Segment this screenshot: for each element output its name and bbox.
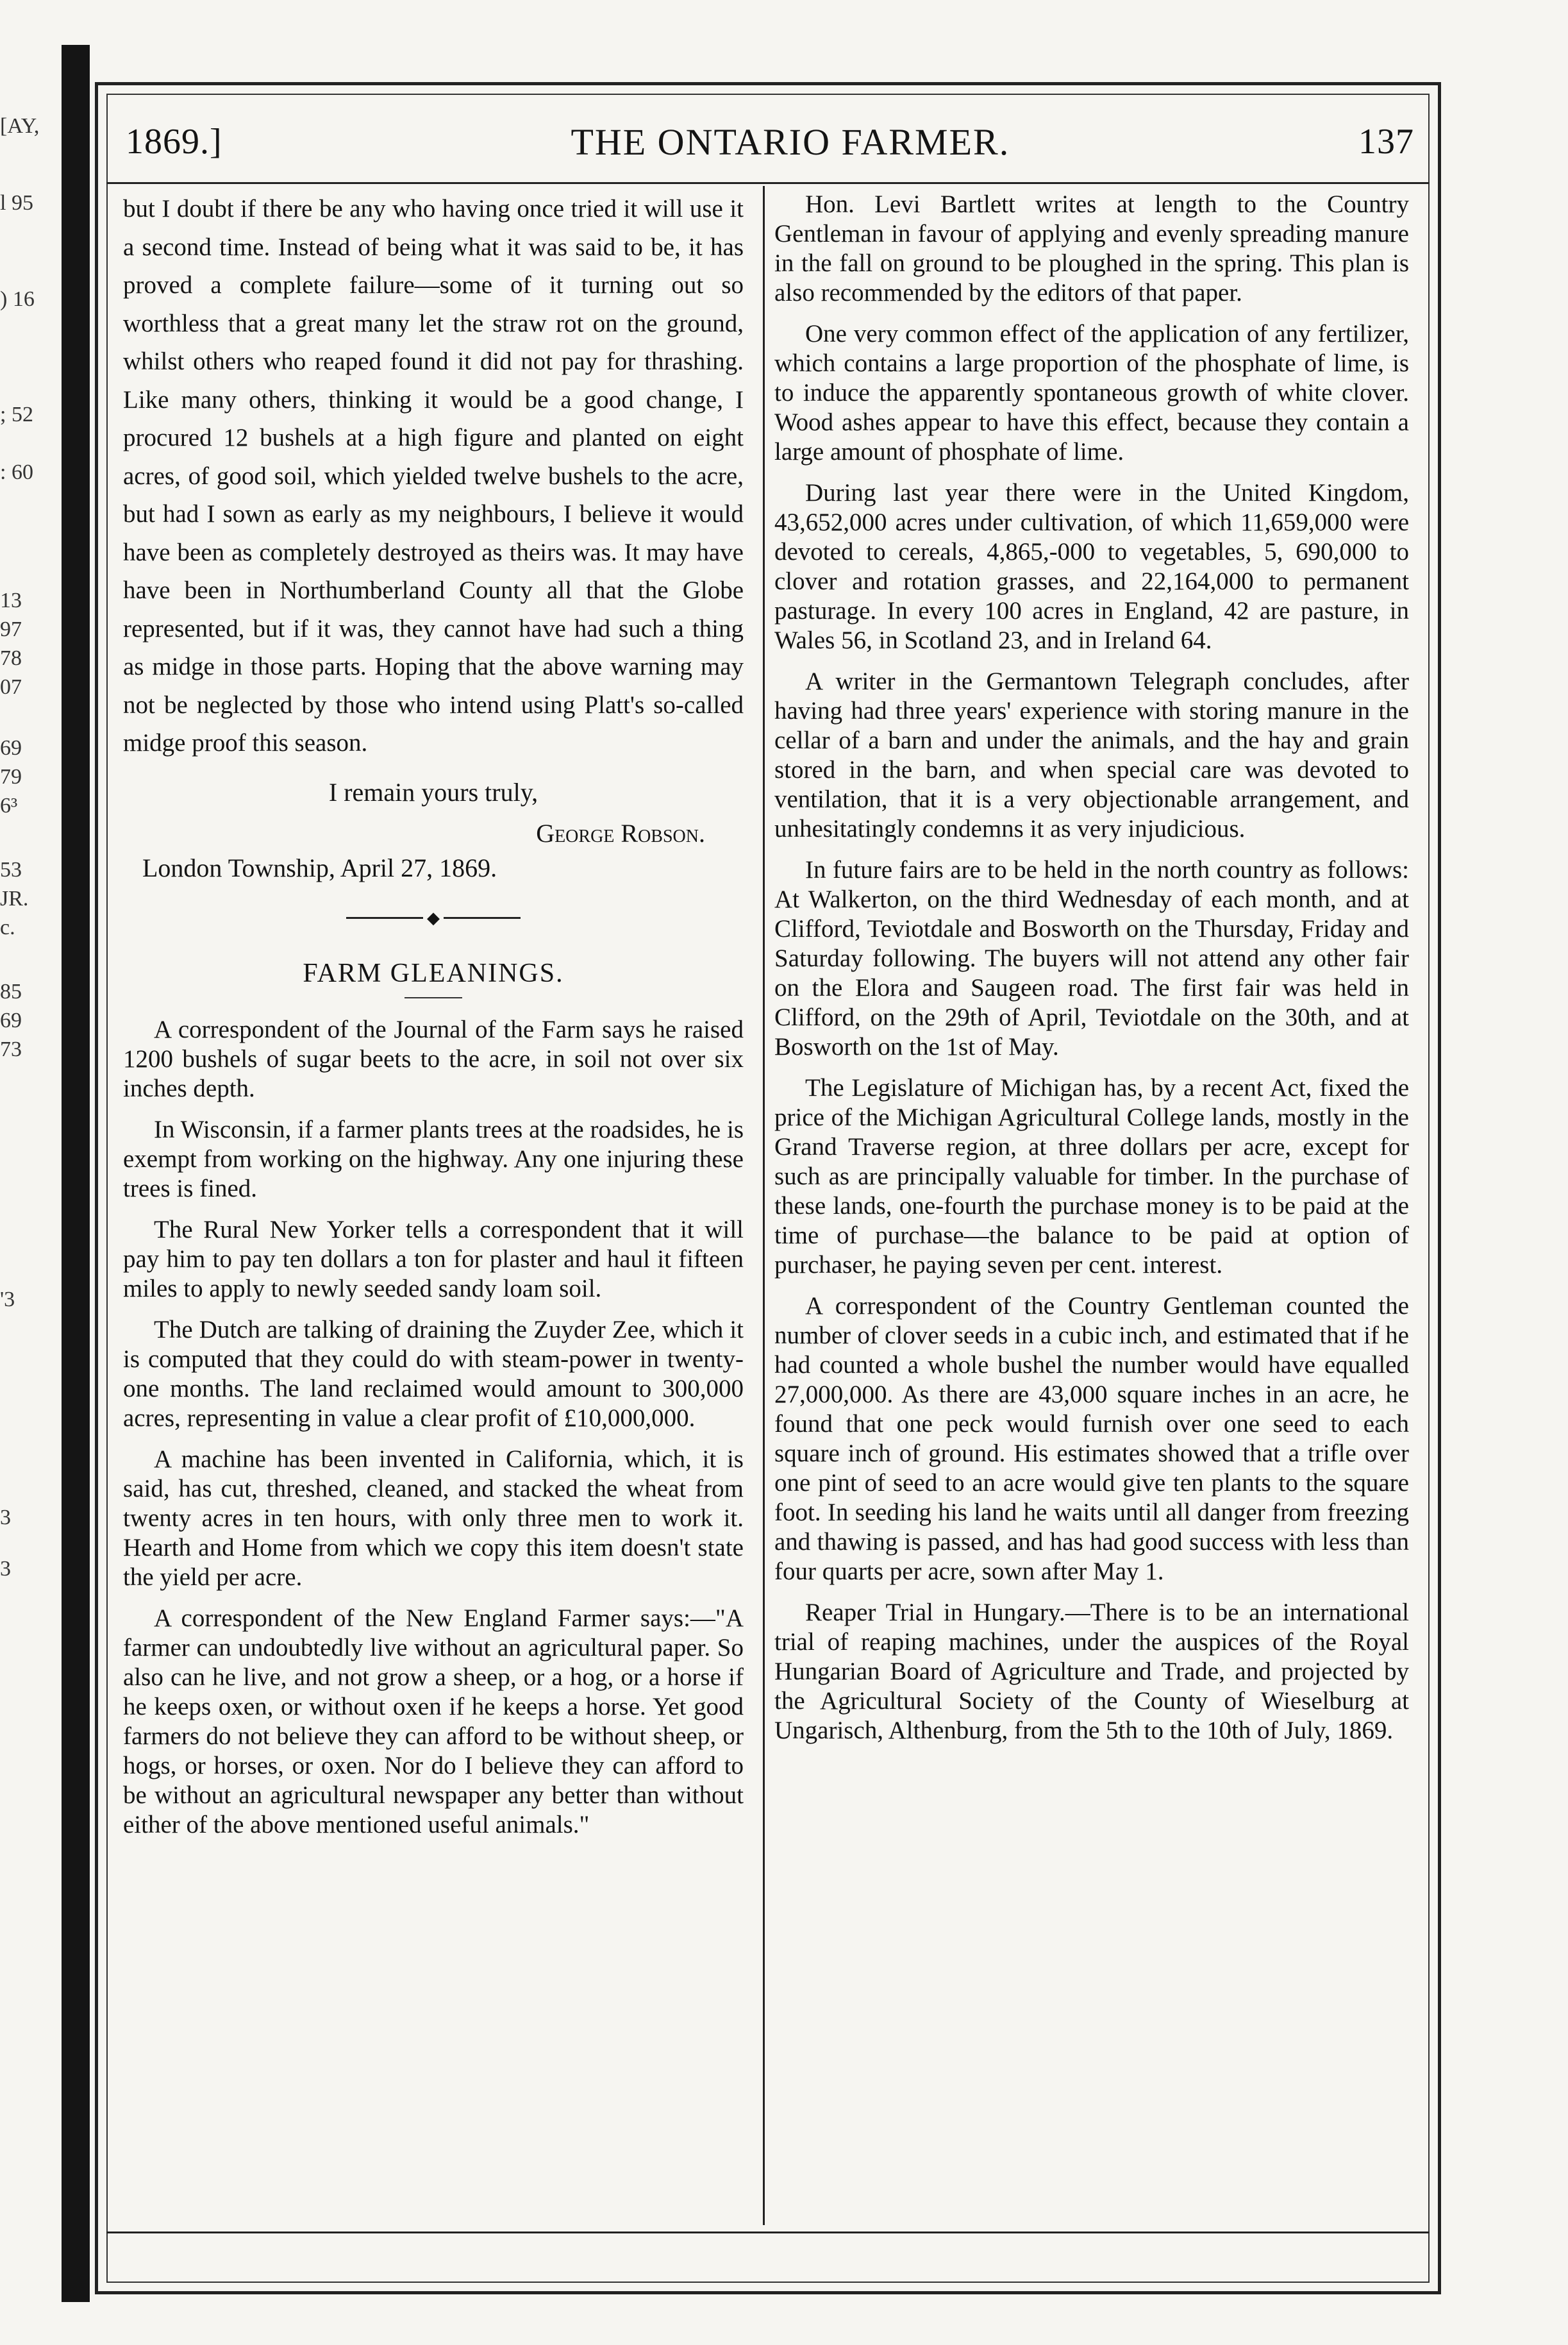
gleaning-paragraph: The Legislature of Michigan has, by a recent Act, fixed the price of the Michigan Agricultural College lands, mostly in the Grand Traverse region, at three dollars per acre, except for such as are principally valuable for timber. In the purchase of these lands, one-fourth the purchase money is to be paid at the time of purchase—the balance to be paid at option of purchaser, he paying seven per cent. interest. xyxy=(774,1074,1409,1279)
gleaning-paragraph: In future fairs are to be held in the north country as follows: At Walkerton, on the third Wednesday of each month, and at Clifford, Teviotdale and Bosworth on the Thursday, Friday and Saturday following. The buyers will not attend any other fair on the Elora and Saugeen road. The first fair was held in Clifford, on the 29th of April, Teviotdale on the 30th, and at Bosworth on the 1st of May. xyxy=(774,856,1409,1061)
margin-fragment: 3 xyxy=(0,1557,11,1581)
margin-fragment: 3 xyxy=(0,1506,11,1529)
section-title-rule xyxy=(405,997,462,998)
letter-text: but I doubt if there be any who having once tried it will use it a second time. Instead of being what it was said to be, it has proved a complete failure—some of it turning out so worthless that a great many let the straw rot on the ground, whilst others who reaped found it did not pay for thrashing. Like many others, thinking it would be a good change, I procured 12 bushels at a high figure and planted on eight acres, of good soil, which yielded twelve bushels to the acre, but had I sown as early as my neighbours, I believe it would have been as completely destroyed as theirs was. It may have have been in Northumberland County all that the Globe represented, but if it was, they cannot have had such a thing as midge in those parts. Hoping that the above warning may not be neglected by those who intend using Platt's so-called midge proof this season. xyxy=(123,195,744,757)
margin-fragment: 78 xyxy=(0,646,22,670)
margin-fragment: 13 xyxy=(0,589,22,612)
column-divider xyxy=(763,186,765,2225)
margin-fragment: : 60 xyxy=(0,460,33,484)
margin-fragment: 97 xyxy=(0,618,22,641)
margin-fragment: 85 xyxy=(0,980,22,1004)
margin-fragment: 07 xyxy=(0,675,22,699)
margin-fragment: 69 xyxy=(0,736,22,760)
margin-fragment: ) 16 xyxy=(0,287,35,311)
margin-fragment: ; 52 xyxy=(0,403,33,426)
gleaning-paragraph: Reaper Trial in Hungary.—There is to be an international trial of reaping machines, under the auspices of the Royal Hungarian Board of Agriculture and Trade, and projected by the Agricultural Society of the County of Wieselburg at Ungarisch, Althenburg, from the 5th to the 10th of July, 1869. xyxy=(774,1599,1409,1744)
margin-fragment: '3 xyxy=(0,1288,15,1311)
gleaning-paragraph: A writer in the Germantown Telegraph concludes, after having had three years' experience with storing manure in the cellar of a barn and under the animals, and the hay and grain stored in the barn, and when special care was devoted to ventilation, that it is a very objectionable arrangement, and unhesitatingly condemns it as very injudicious. xyxy=(774,668,1409,843)
gleaning-paragraph: Hon. Levi Bartlett writes at length to the Country Gentleman in favour of applying and evenly spreading manure in the fall on ground to be ploughed in the spring. This plan is also recommended by the editors of that paper. xyxy=(774,190,1409,307)
margin-fragment: 79 xyxy=(0,765,22,789)
footer-rule xyxy=(106,2232,1430,2233)
margin-fragment: 73 xyxy=(0,1038,22,1061)
letter-signoff: I remain yours truly, xyxy=(328,777,538,807)
section-ornament xyxy=(123,904,744,933)
letter-dateline: London Township, April 27, 1869. xyxy=(142,853,497,882)
gleaning-paragraph: The Dutch are talking of draining the Zuyder Zee, which it is computed that they could do with steam-power in twenty-one months. The land reclaimed would amount to 300,000 acres, representing in value a clear profit of £10,000,000. xyxy=(123,1315,744,1432)
letter-signature: George Robson. xyxy=(536,818,705,848)
right-column xyxy=(774,190,1409,1757)
gleaning-paragraph: A machine has been invented in California, which, it is said, has cut, threshed, cleaned, and stacked the wheat from twenty acres in ten hours, with only three men to work it. Hearth and Home from which we copy this item doesn't state the yield per acre. xyxy=(123,1445,744,1591)
margin-fragment: [AY, xyxy=(0,114,40,138)
left-column xyxy=(123,190,744,1851)
gleaning-paragraph: During last year there were in the United Kingdom, 43,652,000 acres under cultivation, of which 11,659,000 were devoted to cereals, 4,865,-000 to vegetables, 5, 690,000 to clover and rotation grasses, and 22,164,000 to permanent pasturage. In every 100 acres in England, 42 are pasture, in Wales 56, in Scotland 23, and in Ireland 64. xyxy=(774,479,1409,654)
gleaning-paragraph: A correspondent of the Country Gentleman counted the number of clover seeds in a cubic inch, and estimated that if he had counted a whole bushel the number would have equalled 27,000,000. As there are 43,000 square inches in an acre, he found that one peck would furnish over one seed to each square inch of ground. His estimates showed that a trifle over one pint of seed to an acre would give ten plants to the square foot. In seeding his land he waits until all danger from freezing and thawing is passed, and has had good success with less than four quarts per acre, sown after May 1. xyxy=(774,1292,1409,1585)
gleaning-paragraph: A correspondent of the Journal of the Farm says he raised 1200 bushels of sugar beets to the acre, in soil not over six inches depth. xyxy=(123,1015,744,1102)
publication-title: THE ONTARIO FARMER. xyxy=(571,121,1010,163)
diamond-ornament-icon: ◆ xyxy=(427,908,440,927)
gleaning-paragraph: A correspondent of the New England Farmer says:—"A farmer can undoubtedly live without an agricultural paper. So also can he live, and not grow a sheep, or a hog, or a horse if he keeps oxen, or without oxen if he keeps a horse. Yet good farmers do not believe they can afford to be without sheep, or hogs, or horses, or oxen. Nor do I believe they can afford to be without an agricultural newspaper any better than without either of the above mentioned useful animals." xyxy=(123,1604,744,1838)
page-number: 137 xyxy=(1358,122,1414,162)
running-header xyxy=(126,106,1414,177)
margin-fragment: JR. xyxy=(0,887,29,911)
margin-fragment: 6³ xyxy=(0,794,18,818)
book-binding-edge xyxy=(62,45,90,2302)
margin-fragment: l 95 xyxy=(0,191,33,215)
section-title: FARM GLEANINGS. xyxy=(303,958,564,988)
margin-fragment: 69 xyxy=(0,1009,22,1032)
header-date: 1869.] xyxy=(126,122,222,162)
gleaning-paragraph: One very common effect of the application of any fertilizer, which contains a large proportion of the phosphate of lime, is to induce the apparently spontaneous growth of white clover. Wood ashes appear to have this effect, because they contain a large amount of phosphate of lime. xyxy=(774,320,1409,466)
margin-fragment: 53 xyxy=(0,858,22,882)
gleaning-paragraph: The Rural New Yorker tells a correspondent that it will pay him to pay ten dollars a ton for plaster and haul it fifteen miles to apply to newly seeded sandy loam soil. xyxy=(123,1215,744,1302)
header-rule xyxy=(106,182,1430,184)
letter-continuation xyxy=(123,190,744,762)
gleaning-paragraph: In Wisconsin, if a farmer plants trees at the roadsides, he is exempt from working on the highway. Any one injuring these trees is fined. xyxy=(123,1115,744,1202)
margin-fragment: c. xyxy=(0,916,15,939)
